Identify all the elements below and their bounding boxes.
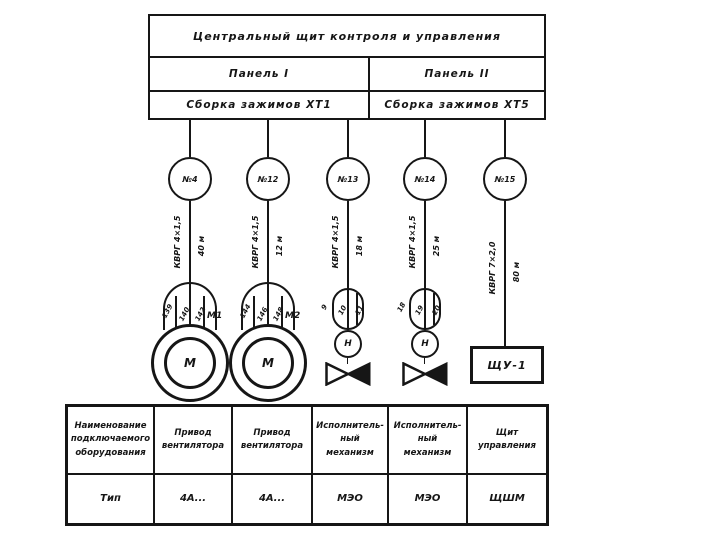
stub-line-2 [267,120,269,157]
cable-length-3: 18 м [355,235,364,257]
cable-node-15: №15 [483,157,527,201]
type-value-4a-2: 4А... [231,473,311,523]
control-box-schu1: ЩУ-1 [470,346,544,384]
panel-2-label: Панель II [368,58,544,90]
col-header-control-panel: Щит управления [466,407,546,473]
type-value-4a-1: 4А... [153,473,231,523]
cable-length-4: 25 м [432,235,441,257]
cable-type-3: КВРГ 4×1,5 [331,215,340,269]
wire-number: 9 [319,303,330,312]
terminal-xt5-label: Сборка зажимов ХТ5 [368,92,544,118]
wire-number: 140 [177,305,192,323]
equipment-table [65,404,549,526]
cable-type-2: КВРГ 4×1,5 [251,215,260,269]
wire-number: 142 [193,305,208,323]
wire-number: 20 [430,304,443,317]
wire-number: 18 [395,301,408,314]
motor-tag-m1: М1 [207,311,223,321]
motor-symbol-m1 [151,324,229,402]
wire-number: 146 [255,305,270,323]
motor-symbol-m2 [229,324,307,402]
cable-node-12: №12 [246,157,290,201]
cable-length-2: 12 м [275,235,284,257]
cable-length-5: 80 м [512,261,521,283]
cable-type-4: КВРГ 4×1,5 [408,215,417,269]
actuator-symbol-1: Н [334,330,362,358]
wire-number: 148 [271,305,286,323]
motor-letter: М [164,337,216,389]
type-value-meo-2: МЭО [387,473,466,523]
motor-tag-m2: М2 [285,311,301,321]
cable-node-14: №14 [403,157,447,201]
panel-1-label: Панель I [228,68,290,80]
cable-node-13: №13 [326,157,370,201]
wire-number: 139 [160,302,175,320]
type-value-shm: ЩШМ [466,473,546,523]
col-header-actuator-2: Исполнитель- ный механизм [387,407,466,473]
type-value-meo-1: МЭО [311,473,387,523]
central-panel-title: Центральный щит контроля и управления [193,29,501,43]
cable-type-1: КВРГ 4×1,5 [173,215,182,269]
terminal-xt1-label: Сборка зажимов ХТ1 [186,99,332,111]
col-header-fan-drive-2: Привод вентилятора [231,407,311,473]
cable-node-4: №4 [168,157,212,201]
col-header-fan-drive-1: Привод вентилятора [153,407,231,473]
stub-line-5 [504,120,506,157]
wire-number: 144 [238,302,253,320]
stub-line-3 [347,120,349,157]
central-panel-box [148,14,546,120]
motor-letter: М [242,337,294,389]
cable-type-5: КВРГ 7×2,0 [488,241,497,295]
cable-length-1: 40 м [197,235,206,257]
col-header-actuator-1: Исполнитель- ный механизм [311,407,387,473]
actuator-symbol-2: Н [411,330,439,358]
valve-icon [402,362,448,386]
valve-icon [325,362,371,386]
drop-line-5 [504,201,506,346]
col-header-equipment-name: Наименование подключаемого оборудования [70,421,151,458]
wire-number: 19 [413,304,426,317]
stub-line-4 [424,120,426,157]
wire-number: 10 [336,304,349,317]
stub-line-1 [189,120,191,157]
type-row-label: Тип [68,473,153,523]
wire-number: 11 [353,304,366,317]
